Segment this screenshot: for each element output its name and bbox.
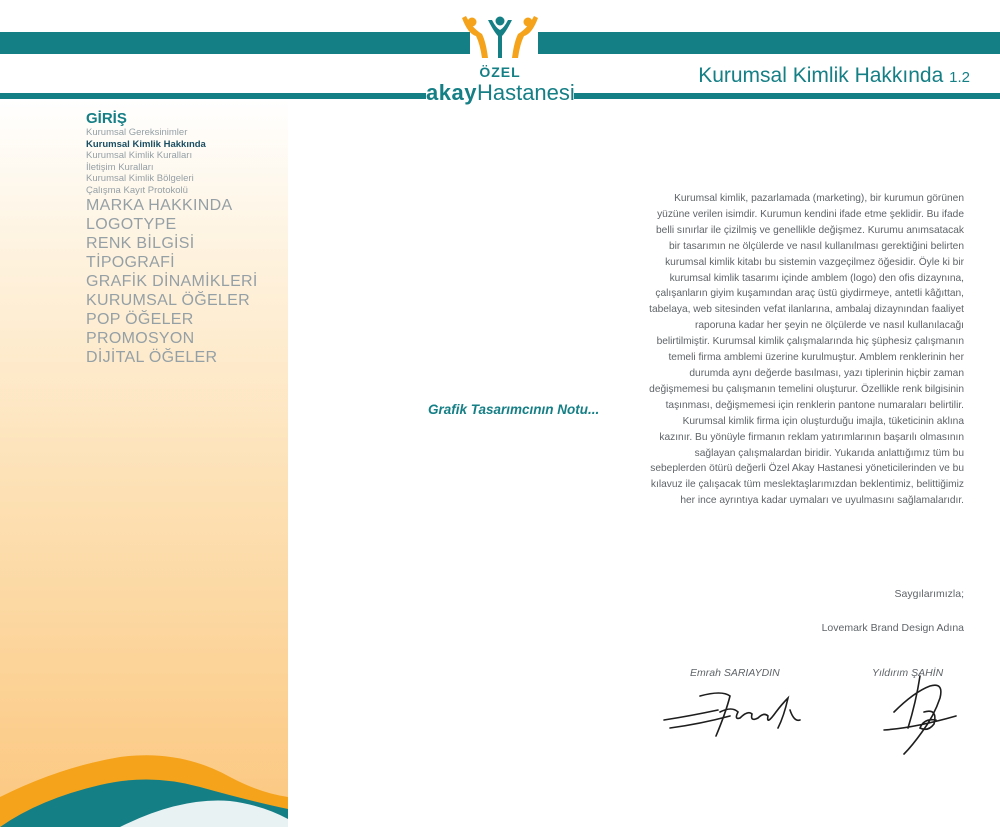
sidebar-nav — [86, 110, 286, 367]
nav-section-item[interactable]: TİPOGRAFİ — [86, 254, 175, 271]
section-number: 1.2 — [949, 69, 970, 86]
nav-section-item[interactable]: KURUMSAL ÖĞELER — [86, 292, 250, 309]
nav-section-item[interactable]: LOGOTYPE — [86, 216, 177, 233]
nav-subsection-item-active[interactable]: Kurumsal Kimlik Hakkında — [86, 138, 206, 150]
page-title-text: Kurumsal Kimlik Hakkında — [698, 64, 944, 87]
designer-note-heading: Grafik Tasarımcının Notu... — [428, 402, 600, 417]
page-title — [598, 64, 970, 88]
signature-name-1: Emrah SARIAYDIN — [690, 667, 780, 679]
logo-akay-text: akay — [426, 80, 477, 105]
logo-figures-icon — [458, 14, 542, 62]
nav-section-list — [86, 196, 286, 367]
signature-name-2: Yıldırım ŞAHİN — [872, 667, 944, 679]
nav-section-item[interactable]: GRAFİK DİNAMİKLERİ — [86, 273, 258, 290]
nav-subsection-item[interactable]: Kurumsal Kimlik Bölgeleri — [86, 173, 194, 184]
nav-section-item[interactable]: PROMOSYON — [86, 330, 195, 347]
header-underline-left — [0, 93, 426, 99]
nav-subsection-item[interactable]: Kurumsal Gereksinimler — [86, 127, 188, 138]
nav-section-item[interactable]: RENK BİLGİSİ — [86, 235, 195, 252]
header-band-right — [538, 32, 1000, 54]
organization-line: Lovemark Brand Design Adına — [821, 622, 964, 634]
signature-2-image — [864, 672, 974, 758]
nav-subsection-list — [86, 127, 286, 196]
body-paragraph: Kurumsal kimlik, pazarlamada (marketing), bir kurumun görünen yüzüne verilen isimdir. Kurumun kendini ifade etme şeklidir. Bu ifade belli sınırlar ile çizilmiş ve genellikle değişmez. Kurumu anımsatacak bir tasarımın ne ölçülerde ve nasıl kullanılması gerektiğini belirten kurumsal kimlik kitabı bu sistemin vazgeçilmez öğesidir. Öyle ki bir kurumsal kimlik tasarımı içinde amblem (logo) den ofis dizaynına, çalışanların giyim kuşamından araç üstü giydirmeye, antetli kâğıttan, tabelaya, web sitesinden vefat ilanlarına, ambalaj dizaynından faaliyet raporuna kadar her şeyin ne ölçülerde ve nasıl kullanılacağı belirtilmiştir. Kurumsal kimlik çalışmalarında hiç şüphesiz çalışmanın temeli firma amblemi üzerine kurulmuştur. Amblem renklerinin her durumda aynı değerde basılması, yazı tiplerinin hiçbir zaman değişmemesi bu çalışmanın temelini oluşturur. Özellikle renk bilgisinin taşınması, değişmemesi için renklerin pantone numaraları belirtilir. Kurumsal kimlik firma için oluşturduğu imajla, tüketicinin aklına kazınır. Bu yönüyle firmanın reklam yatırımlarının başarılı olmasının sağlayan çalışmalardan biridir. Yukarıda anlattığımız tüm bu sebeplerden ötürü değerli Özel Akay Hastanesi yöneticilerinden ve bu kılavuz ile çalışacak tüm meslektaşlarımızdan beklentimiz, belittiğimiz her ince ayrıntıya kadar uymaları ve uyulmasını sağlamalarıdır. — [649, 193, 964, 507]
logo-hastanesi-text: Hastanesi — [476, 80, 575, 105]
nav-section-item[interactable]: POP ÖĞELER — [86, 311, 194, 328]
signature-1-image — [660, 682, 810, 744]
nav-intro-heading[interactable]: GİRİŞ — [86, 110, 127, 127]
nav-section-item[interactable]: MARKA HAKKINDA — [86, 197, 233, 214]
nav-subsection-item[interactable]: Çalışma Kayıt Protokolü — [86, 184, 188, 196]
nav-subsection-item[interactable]: İletişim Kuralları — [86, 161, 154, 173]
logo-wordmark — [426, 80, 574, 106]
closing-line: Saygılarımızla; — [894, 588, 964, 600]
nav-subsection-item[interactable]: Kurumsal Kimlik Kuralları — [86, 150, 193, 161]
nav-section-item[interactable]: DİJİTAL ÖĞELER — [86, 349, 218, 366]
header-underline-right — [574, 93, 1000, 99]
logo-ozel-text: ÖZEL — [479, 64, 521, 80]
header-band-left — [0, 32, 470, 54]
wave-decoration — [0, 727, 288, 827]
